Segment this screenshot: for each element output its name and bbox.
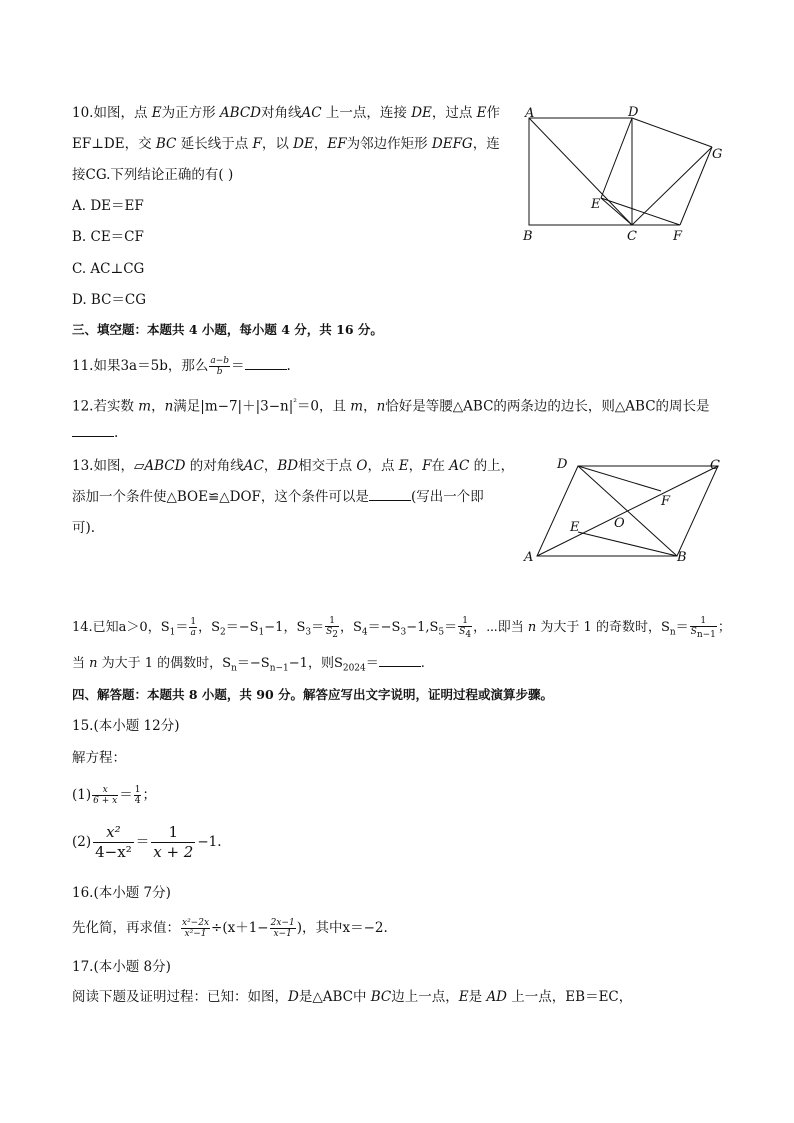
- q10-option-c: C. AC⊥CG: [72, 261, 145, 277]
- q10-option-b: B. CE＝CF: [72, 229, 144, 245]
- q12-line2: .: [72, 424, 118, 442]
- label-o: O: [614, 516, 625, 531]
- segment-dg: [632, 118, 712, 147]
- q10-option-a: A. DE＝EF: [72, 198, 144, 214]
- segment-cg: [632, 147, 712, 225]
- q12-line1: 12.若实数 m，n满足$|m-7|+|3-n|^{^2}=0$，且 m，n恰好是等腰△ABC的两条边的边长，则△ABC的周长是: [72, 398, 710, 415]
- segment-ef: [601, 198, 680, 225]
- label-c: C: [627, 229, 637, 244]
- label-f: F: [661, 494, 671, 509]
- q15-part1: (1) $\frac{x}{6 + x}$ ＝ $\frac{1}{4}$ ；: [72, 785, 156, 806]
- diagonal-bd: [578, 466, 677, 556]
- segment-ec: [601, 198, 632, 225]
- label-f: F: [673, 229, 683, 244]
- label-a: A: [525, 106, 535, 121]
- q14-line2: 当 n 为大于 1 的偶数时，$S_n=-S_{n-1}-1$，则$S_{2024}=$ .: [72, 656, 425, 674]
- q15-part2: (2) $\frac{\text{x²}}{\text{4−x²}}$ ＝ $\frac{1}{x + 2}$ −1.: [72, 823, 222, 861]
- label-b: B: [523, 229, 533, 244]
- q17-title: 17.(本小题 8分): [72, 959, 171, 975]
- section3-heading: 三、填空题：本题共 4 小题，每小题 4 分，共 16 分。: [72, 322, 383, 337]
- diagonal-ac: [529, 118, 632, 225]
- q15-intro: 解方程：: [72, 750, 126, 766]
- segment-df: [578, 466, 661, 491]
- q10-figure: [516, 100, 746, 250]
- q11-line: 11.如果3a＝5b，那么 $\frac{a-b}{b}$ ＝ .: [72, 356, 291, 377]
- q10-option-d: D. BC＝CG: [72, 292, 147, 308]
- q13-line3: 可).: [72, 520, 96, 536]
- label-e: E: [591, 197, 601, 212]
- label-e: E: [570, 520, 580, 535]
- label-d: D: [628, 105, 639, 120]
- q17-line: 阅读下题及证明过程：已知：如图，D是△ABC中 BC边上一点，E是 AD 上一点，EB＝EC，: [72, 989, 633, 1005]
- q10-line2: EF⊥DE，交 BC 延长线于点 F，以 DE，EF为邻边作矩形 DEFG，连: [72, 136, 500, 152]
- q16-expression: 先化简，再求值： $\frac{\text{x²−2x}}{\text{x²−1}}$ ÷(x＋1− $\frac{2x-1}{x-1}$ )，其中x＝−2.: [72, 918, 388, 939]
- q13-figure: [520, 453, 740, 568]
- segment-de: [601, 118, 632, 198]
- label-a: A: [524, 550, 534, 565]
- label-g: G: [712, 147, 723, 162]
- q11-fraction: $\frac{a-b}{b}$: [210, 356, 230, 377]
- q15-title: 15.(本小题 12分): [72, 718, 180, 734]
- section4-heading: 四、解答题：本题共 8 小题，共 90 分。解答应写出文字说明，证明过程或演算步骤。: [72, 687, 554, 702]
- q13-line1: 13.如图，▱ABCD 的对角线AC，BD相交于点 O，点 E，F在 AC 的上，: [72, 458, 515, 474]
- q10-line3: 接CG.下列结论正确的有( ): [72, 167, 234, 183]
- q16-title: 16.(本小题 7分): [72, 885, 171, 901]
- label-b: B: [677, 550, 687, 565]
- label-c: C: [710, 458, 720, 473]
- label-d: D: [557, 457, 568, 472]
- q10-line1: 10.如图，点 E为正方形 ABCD对角线AC 上一点，连接 DE，过点 E作: [72, 105, 501, 121]
- q14-line1: 14.已知a＞0，$S_1=$ $\frac{1}{a}$ ，$S_2=-S_1-1$，$S_3=$ $\frac{1}{S_2}$ ，$S_4=-S_3-1,S_5=$ $\frac{1}{S_4}$ ，⋯即当 n 为大于 1 的奇数时，$S_n=$ $\frac{1}{S_{n-1}}$ ；: [72, 615, 731, 640]
- q13-line2: 添加一个条件使△BOE≌△DOF，这个条件可以是 (写出一个即: [72, 489, 484, 505]
- segment-fg: [680, 147, 712, 225]
- segment-be: [578, 532, 677, 556]
